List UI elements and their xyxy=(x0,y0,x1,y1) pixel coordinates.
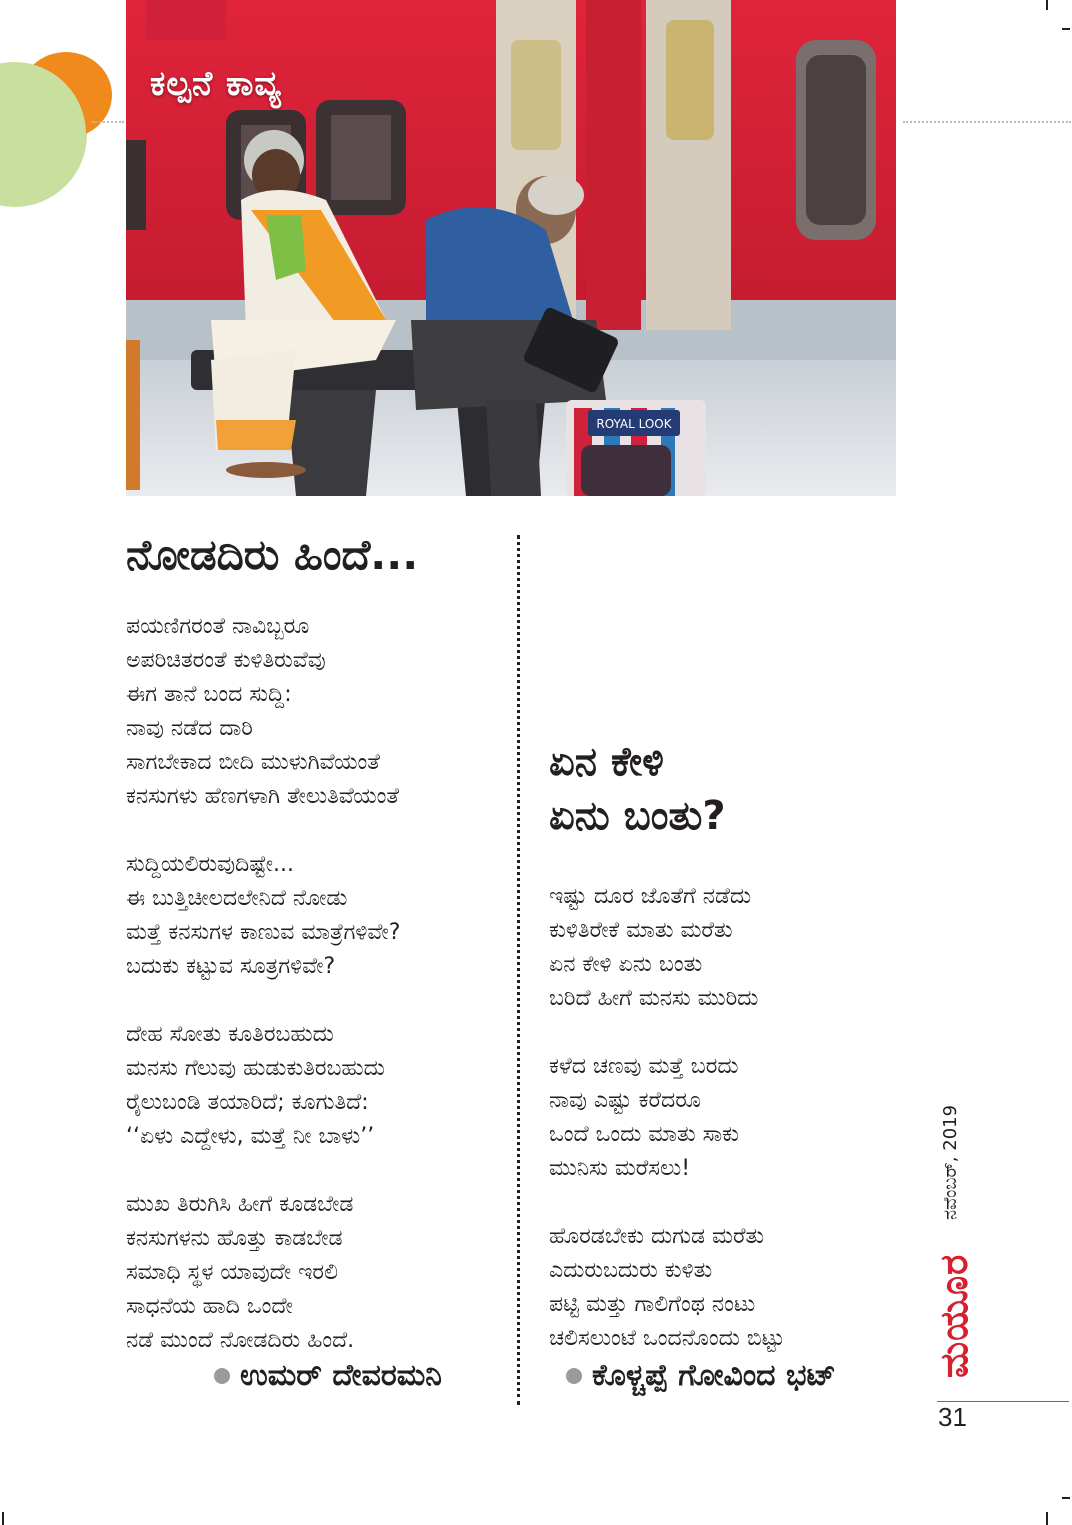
poem-line: ಪಟ್ಟಿ ಮತ್ತು ಗಾಲಿಗೆಂಥ ನಂಟು xyxy=(549,1292,756,1317)
poem-line: ಏನ ಕೇಳಿ ಏನು ಬಂತು xyxy=(549,952,703,977)
poem-line: ದೇಹ ಸೋತು ಕೂತಿರಬಹುದು xyxy=(126,1022,334,1047)
section-label: ಕಲ್ಪನೆ ಕಾವ್ಯ xyxy=(150,64,282,104)
poem-line: ಮುನಿಸು ಮರೆಸಲು! xyxy=(549,1156,691,1181)
crop-mark-top-right xyxy=(1046,0,1048,10)
poem-2-title-line-1: ಏನ ಕೇಳಿ xyxy=(549,739,664,785)
poem-line: ಹೊರಡಬೇಕು ದುಗುಡ ಮರೆತು xyxy=(549,1224,765,1249)
issue-date: ನವೆಂಬರ್, 2019 xyxy=(940,1104,961,1220)
poem-1-stanza-1 xyxy=(126,610,400,814)
poem-line: ಅಪರಿಚಿತರಂತೆ ಕುಳಿತಿರುವೆವು xyxy=(126,648,326,673)
poem-line: ಕನಸುಗಳು ಹೆಣಗಳಾಗಿ ತೇಲುತಿವೆಯಂತೆ xyxy=(126,784,399,809)
poem-1-author xyxy=(214,1358,442,1393)
crop-mark-right-upper xyxy=(1062,28,1070,30)
poem-1-author-name: ಉಮರ್ ದೇವರಮನಿ xyxy=(240,1358,442,1393)
poem-line: ಚಲಿಸಲುಂಟೆ ಒಂದನೊಂದು ಬಿಟ್ಟು xyxy=(549,1326,785,1351)
magazine-logo: ಮಯೂರ xyxy=(932,1253,976,1378)
poem-2-author xyxy=(566,1358,836,1393)
column-divider xyxy=(517,535,520,1405)
poem-1-body xyxy=(126,610,400,1358)
poem-line: ಪಯಣಿಗರಂತೆ ನಾವಿಬ್ಬರೂ xyxy=(126,614,310,639)
poem-line: ಕುಳಿತಿರೇಕೆ ಮಾತು ಮರೆತು xyxy=(549,918,733,943)
poem-line: ನಾವು ಎಷ್ಟು ಕರೆದರೂ xyxy=(549,1088,701,1113)
poem-1-stanza-4 xyxy=(126,1188,400,1358)
poem-2-title-line-2: ಏನು ಬಂತು? xyxy=(549,793,726,839)
poem-line: ಕನಸುಗಳನು ಹೊತ್ತು ಕಾಡಬೇಡ xyxy=(126,1226,343,1251)
bullet-icon xyxy=(214,1368,230,1384)
poem-line: ನಾವು ನಡೆದ ದಾರಿ xyxy=(126,716,253,741)
crop-mark-right-lower xyxy=(1062,1497,1070,1499)
poem-line: ಇಷ್ಟು ದೂರ ಜೊತೆಗೆ ನಡೆದು xyxy=(549,884,752,909)
dotted-rule-right xyxy=(903,121,1071,123)
page-number: 31 xyxy=(938,1402,967,1432)
poem-2-stanza-3 xyxy=(549,1220,785,1356)
crop-mark-bottom-right xyxy=(1046,1512,1048,1525)
crop-mark-bottom-left xyxy=(2,1512,4,1525)
poem-line: ಈಗ ತಾನೆ ಬಂದ ಸುದ್ದಿ: xyxy=(126,682,292,707)
poem-1-title: ನೋಡದಿರು ಹಿಂದೆ... xyxy=(126,530,419,579)
dotted-rule-left xyxy=(92,121,124,123)
poem-2-author-name: ಕೊಳ್ಚಪ್ಪೆ ಗೋವಿಂದ ಭಟ್ xyxy=(592,1358,836,1393)
poem-line: ಬರಿದೆ ಹೀಗೆ ಮನಸು ಮುರಿದು xyxy=(549,986,759,1011)
poem-line: ಮತ್ತೆ ಕನಸುಗಳ ಕಾಣುವ ಮಾತ್ರೆಗಳಿವೇ? xyxy=(126,920,401,945)
poem-line: ಒಂದೆ ಒಂದು ಮಾತು ಸಾಕು xyxy=(549,1122,740,1147)
poem-line: ಸಾಧನೆಯ ಹಾದಿ ಒಂದೇ xyxy=(126,1294,293,1319)
poem-line: ಈ ಬುತ್ತಿಚೀಲದಲೇನಿದೆ ನೋಡು xyxy=(126,886,348,911)
poem-1-stanza-2 xyxy=(126,848,400,984)
poem-2-stanza-1 xyxy=(549,880,785,1016)
poem-line: ಕಳೆದ ಚಣವು ಮತ್ತೆ ಬರದು xyxy=(549,1054,739,1079)
poem-2-body xyxy=(549,880,785,1356)
bullet-icon xyxy=(566,1368,582,1384)
poem-line: ರೈಲುಬಂಡಿ ತಯಾರಿದೆ; ಕೂಗುತಿದೆ: xyxy=(126,1090,369,1115)
poem-2-title xyxy=(549,735,726,843)
poem-line: ಸುದ್ದಿಯಲಿರುವುದಿಷ್ಟೇ... xyxy=(126,852,294,877)
poem-line: ಮುಖ ತಿರುಗಿಸಿ ಹೀಗೆ ಕೂಡಬೇಡ xyxy=(126,1192,354,1217)
poem-line: ‘‘ಏಳು ಎದ್ದೇಳು, ಮತ್ತೆ ನೀ ಬಾಳು’’ xyxy=(126,1124,375,1149)
bag-sign-text: ROYAL LOOK xyxy=(596,417,672,431)
poem-line: ಎದುರುಬದುರು ಕುಳಿತು xyxy=(549,1258,713,1283)
poem-line: ಸಾಗಬೇಕಾದ ಬೀದಿ ಮುಳುಗಿವೆಯಂತೆ xyxy=(126,750,380,775)
poem-line: ಬದುಕು ಕಟ್ಟುವ ಸೂತ್ರಗಳಿವೇ? xyxy=(126,954,336,979)
poem-line: ನಡೆ ಮುಂದೆ ನೋಡದಿರು ಹಿಂದೆ. xyxy=(126,1328,355,1353)
poem-1-stanza-3 xyxy=(126,1018,400,1154)
poem-2-stanza-2 xyxy=(549,1050,785,1186)
poem-line: ಸಮಾಧಿ ಸ್ಥಳ ಯಾವುದೇ ಇರಲಿ xyxy=(126,1260,339,1285)
poem-line: ಮನಸು ಗೆಲುವು ಹುಡುಕುತಿರಬಹುದು xyxy=(126,1056,385,1081)
